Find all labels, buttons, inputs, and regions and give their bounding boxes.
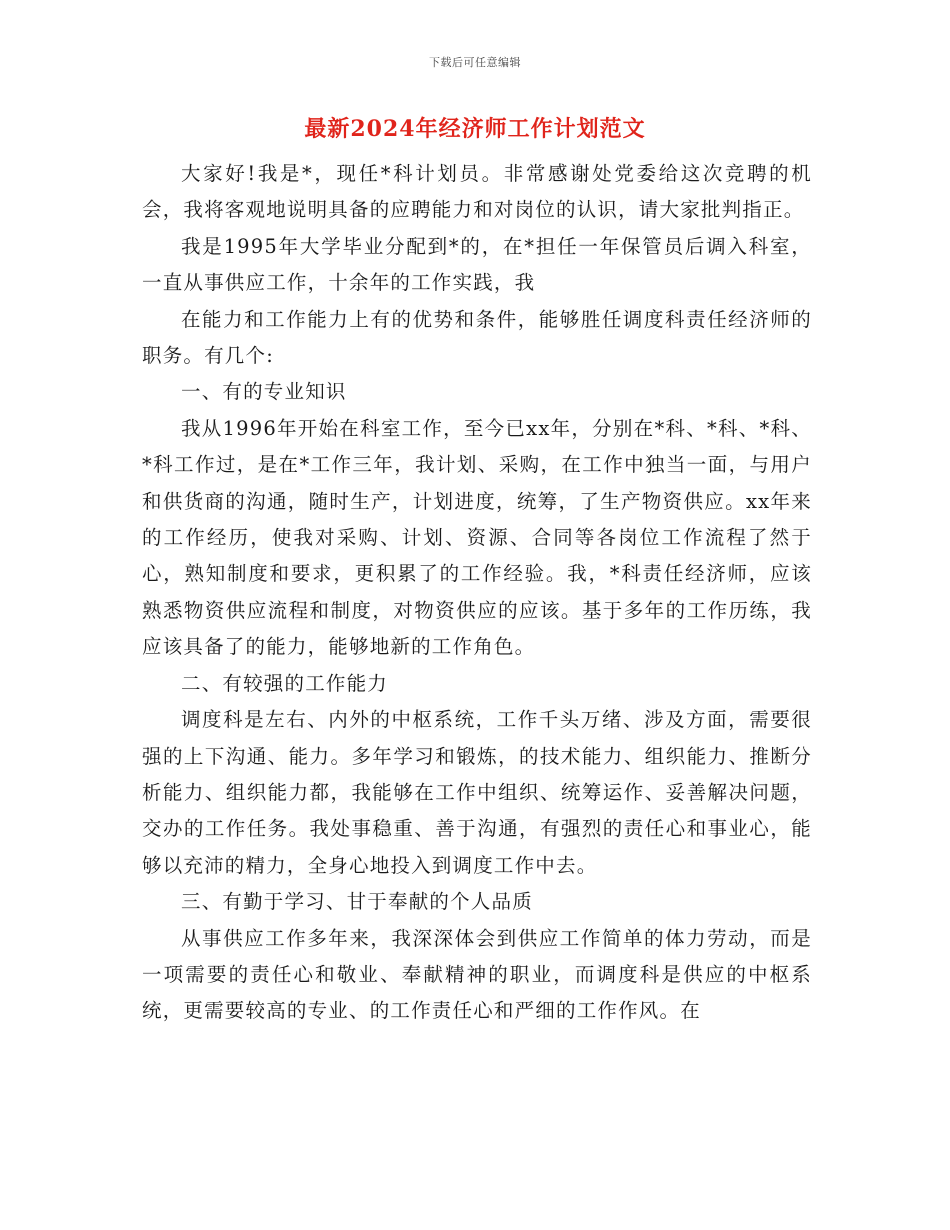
paragraph-knowledge: 我从1996年开始在科室工作，至今已xx年，分别在*科、*科、*科、*科工作过，是在*工作三年，我计划、采购，在工作中独当一面，与用户和供货商的沟通，随时生产，计划进度，统筹，了生产物资供应。xx年来的工作经历，使我对采购、计划、资源、合同等各岗位工作流程了然于心，熟知制度和要求，更积累了的工作经验。我，*科责任经济师，应该熟悉物资供应流程和制度，对物资供应的应该。基于多年的工作历练，我应该具备了的能力，能够地新的工作角色。 bbox=[142, 416, 812, 659]
paragraph-qualification: 在能力和工作能力上有的优势和条件，能够胜任调度科责任经济师的职务。有几个: bbox=[142, 307, 812, 368]
section-heading-3: 三、有勤于学习、甘于奉献的个人品质 bbox=[181, 890, 533, 914]
document-title: 最新2024年经济师工作计划范文 bbox=[304, 116, 646, 142]
section-heading-2: 二、有较强的工作能力 bbox=[181, 671, 389, 695]
section-heading-1: 一、有的专业知识 bbox=[181, 380, 347, 404]
paragraph-ability: 调度科是左右、内外的中枢系统，工作千头万绪、涉及方面，需要很强的上下沟通、能力。多年学习和锻炼，的技术能力、组织能力、推断分析能力、组织能力都，我能够在工作中组织、统筹运作、妥善解决问题，交办的工作任务。我处事稳重、善于沟通，有强烈的责任心和事业心，能够以充沛的精力，全身心地投入到调度工作中去。 bbox=[142, 708, 812, 877]
paragraph-background: 我是1995年大学毕业分配到*的，在*担任一年保管员后调入科室，一直从事供应工作，十余年的工作实践，我 bbox=[142, 234, 812, 295]
header-note: 下载后可任意编辑 bbox=[429, 56, 521, 69]
paragraph-intro: 大家好!我是*，现任*科计划员。非常感谢处党委给这次竞聘的机会，我将客观地说明具备的应聘能力和对岗位的认识，请大家批判指正。 bbox=[142, 162, 812, 222]
paragraph-character: 从事供应工作多年来，我深深体会到供应工作简单的体力劳动，而是一项需要的责任心和敬业、奉献精神的职业，而调度科是供应的中枢系统，更需要较高的专业、的工作责任心和严细的工作作风。在 bbox=[142, 926, 812, 1023]
document-body bbox=[142, 156, 812, 1030]
